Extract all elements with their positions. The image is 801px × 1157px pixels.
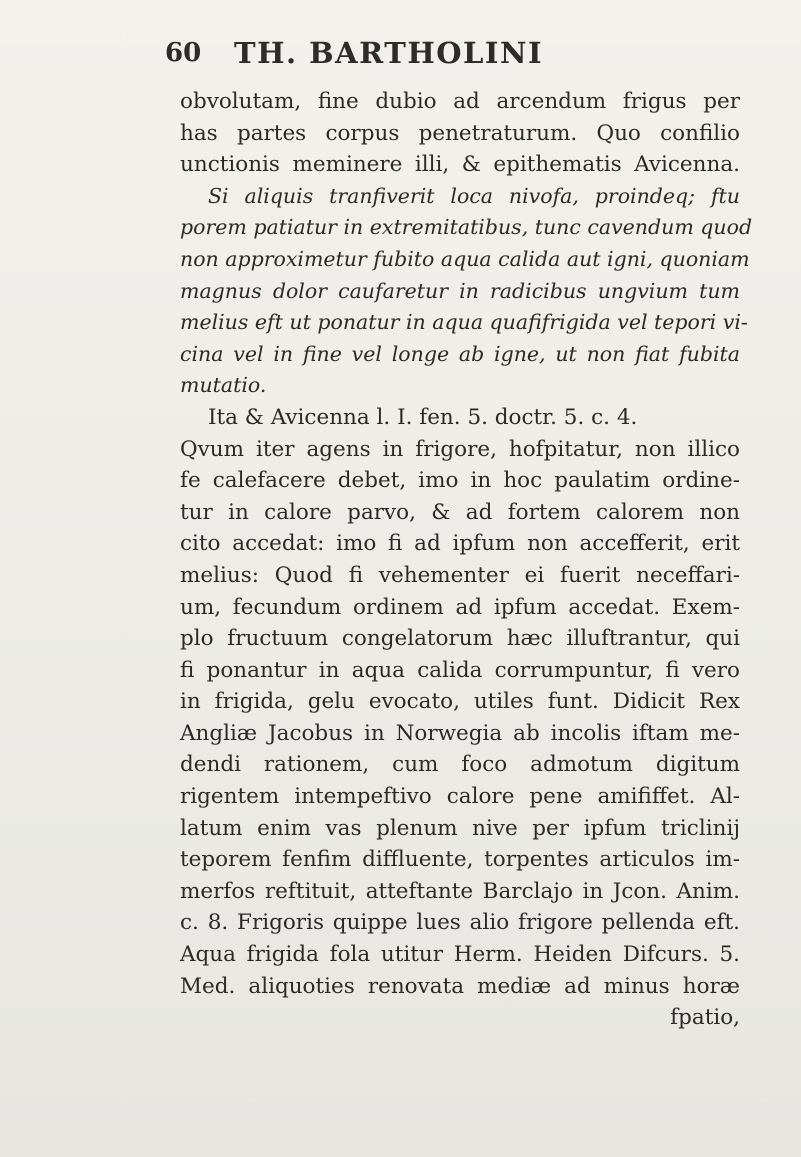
quotation-line: cina vel in fine vel longe ab igne, ut non fiat fubita [180, 341, 740, 366]
page-header [0, 38, 801, 80]
text-line: um, fecundum ordinem ad ipfum accedat. Exem- [180, 594, 740, 620]
quotation-line: mutatio. [180, 373, 267, 398]
text-line: unctionis meminere illi, & epithematis Avicenna. [180, 152, 740, 178]
quotation-line: melius eft ut ponatur in aqua quafifrigida vel tepori vi- [180, 310, 748, 335]
text-line: fe calefacere debet, imo in hoc paulatim ordine- [180, 468, 740, 494]
text-line: merfos reftituit, atteftante Barclajo in Jcon. Anim. [180, 878, 740, 904]
quotation-line: porem patiatur in extremitatibus, tunc cavendum quod [180, 215, 753, 240]
citation-line: Ita & Avicenna l. I. fen. 5. doctr. 5. c. 4. [208, 404, 638, 430]
text-line: tur in calore parvo, & ad fortem calorem non [180, 499, 740, 525]
quotation-line: non approximetur fubito aqua calida aut igni, quoniam [180, 246, 750, 271]
text-line: c. 8. Frigoris quippe lues alio frigore pellenda eft. [180, 910, 740, 936]
text-line: rigentem intempeftivo calore pene amififfet. Al- [180, 784, 740, 810]
text-line: fi ponantur in aqua calida corrumpuntur, fi vero [180, 657, 740, 683]
text-line: Angliæ Jacobus in Norwegia ab incolis iftam me- [180, 720, 740, 746]
quotation-line: Si aliquis tranfiverit loca nivofa, proindeq; ftu [208, 183, 740, 208]
text-line: in frigida, gelu evocato, utiles funt. Didicit Rex [180, 689, 740, 715]
text-line: Aqua frigida fola utitur Herm. Heiden Difcurs. 5. [180, 942, 740, 968]
text-line: dendi rationem, cum foco admotum digitum [180, 752, 740, 778]
text-line: teporem fenfim diffluente, torpentes articulos im- [180, 847, 740, 873]
text-line: latum enim vas plenum nive per ipfum triclinij [180, 815, 740, 841]
body-text [180, 86, 753, 1034]
text-line: cito accedat: imo fi ad ipfum non accefferit, erit [180, 531, 740, 557]
text-line: Qvum iter agens in frigore, hofpitatur, non illico [180, 436, 740, 462]
text-line: has partes corpus penetraturum. Quo confilio [180, 120, 740, 146]
text-line: melius: Quod fi vehementer ei fuerit neceffari- [180, 562, 740, 588]
page-number: 60 [165, 38, 202, 68]
running-head: TH. BARTHOLINI [234, 36, 544, 70]
catchword: fpatio, [670, 1005, 740, 1031]
quotation-line: magnus dolor caufaretur in radicibus ungvium tum [180, 278, 740, 303]
text-line: Med. aliquoties renovata mediæ ad minus horæ [180, 973, 740, 999]
text-line: obvolutam, fine dubio ad arcendum frigus per [180, 89, 740, 114]
text-line: plo fructuum congelatorum hæc illuftrantur, qui [180, 626, 740, 652]
